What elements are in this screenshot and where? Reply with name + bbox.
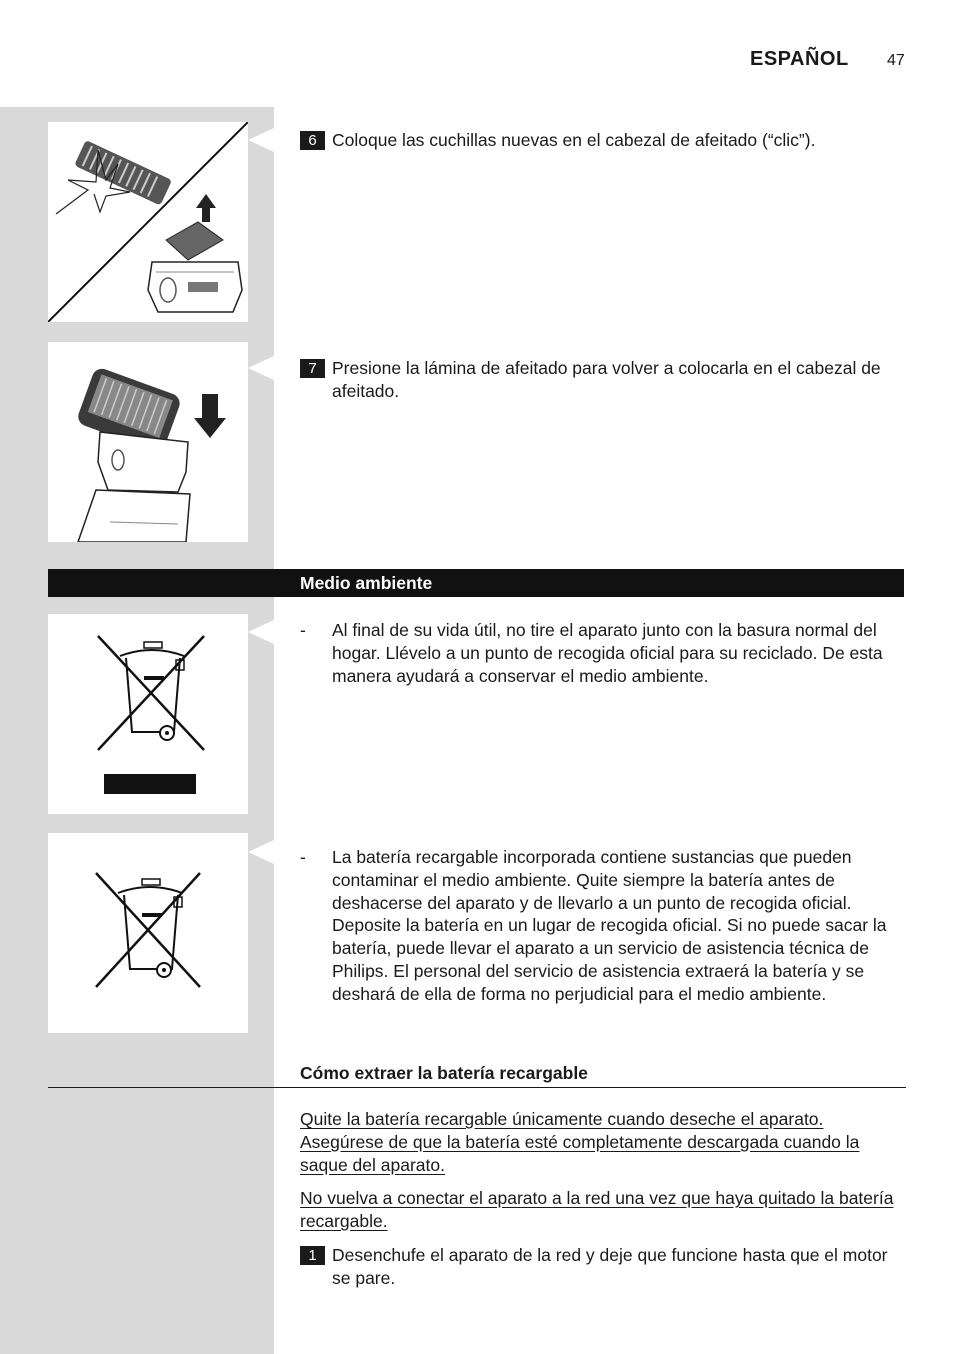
step-text: Coloque las cuchillas nuevas en el cabezal de afeitado (“clic”). [332, 130, 816, 150]
crossed-bin-icon [48, 833, 248, 1033]
figure-pointer [248, 356, 274, 380]
page-number: 47 [887, 52, 905, 69]
step-number: 7 [300, 359, 325, 378]
warning-no-reconnect [300, 1187, 900, 1233]
warning-text: Quite la batería recargable únicamente cuando deseche el aparato. Asegúrese de que la batería esté completamente descargada cuando la saque del aparato. [300, 1109, 860, 1175]
warning-remove-battery [300, 1108, 900, 1176]
figure-pointer [248, 128, 274, 152]
foil-press-illustration [48, 342, 248, 542]
bullet-text: Al final de su vida útil, no tire el aparato junto con la basura normal del hogar. Llévelo a un punto de recogida oficial para su reciclado. De esta manera ayudará a conservar el medio ambiente. [332, 620, 883, 686]
bullet-battery [300, 846, 904, 1006]
crossed-bin-icon [48, 614, 248, 814]
step-6 [300, 129, 900, 152]
bullet-text: La batería recargable incorporada contiene sustancias que pueden contaminar el medio ambiente. Quite siempre la batería antes de deshacerse del aparato y de llevarlo a un punto de recogida oficial. Deposite la batería en un lugar de recogida oficial. Si no puede sacar la batería, puede llevar el aparato a un servicio de asistencia técnica de Philips. El personal del servicio de asistencia extraerá la batería y se deshará de ella de forma no perjudicial para el medio ambiente. [332, 847, 887, 1004]
step-text: Presione la lámina de afeitado para volver a colocarla en el cabezal de afeitado. [332, 358, 881, 401]
step-7 [300, 357, 900, 402]
section-title: Medio ambiente [300, 573, 433, 593]
subsection-title: Cómo extraer la batería recargable [300, 1063, 588, 1083]
bullet-disposal [300, 619, 904, 687]
language-header: ESPAÑOL [750, 48, 849, 70]
cutters-insert-illustration [48, 122, 248, 322]
step-1 [300, 1244, 900, 1289]
step-number: 6 [300, 131, 325, 150]
figure-pointer [248, 620, 274, 644]
step-number: 1 [300, 1246, 325, 1265]
warning-text: No vuelva a conectar el aparato a la red una vez que haya quitado la batería recargable. [300, 1188, 894, 1231]
section-heading-bar [48, 569, 904, 597]
figure-pointer [248, 840, 274, 864]
bullet-dash: - [300, 847, 306, 867]
subsection-divider [48, 1087, 906, 1088]
bullet-dash: - [300, 620, 306, 640]
step-text: Desenchufe el aparato de la red y deje que funcione hasta que el motor se pare. [332, 1245, 888, 1288]
